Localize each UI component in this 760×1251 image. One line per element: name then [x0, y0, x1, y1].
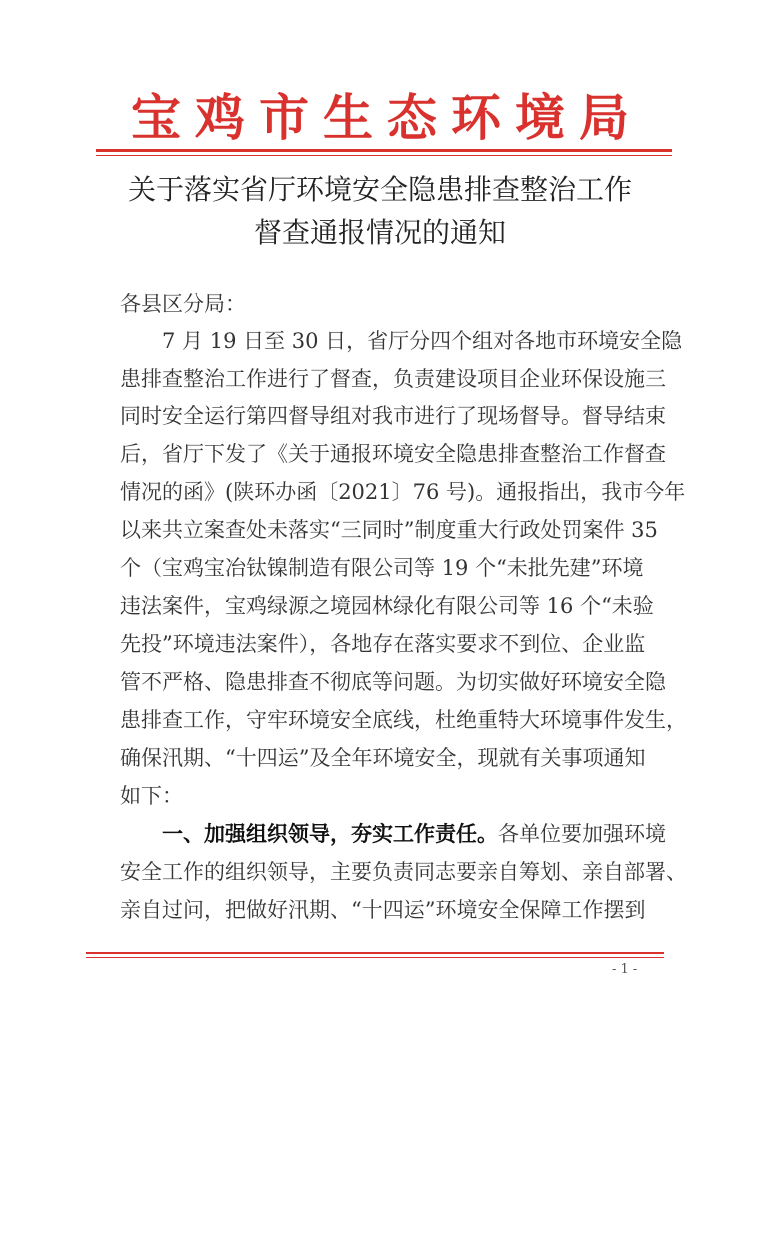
letterhead-divider-thick	[96, 149, 672, 152]
body-line: 先投”环境违法案件），各地存在落实要求不到位、企业监	[120, 632, 646, 656]
agency-letterhead: 宝鸡市生态环境局	[131, 88, 643, 147]
document-title	[0, 168, 760, 254]
body-line: 同时安全运行第四督导组对我市进行了现场督导。督导结束	[120, 404, 666, 428]
body-line: 确保汛期、“十四运”及全年环境安全，现就有关事项通知	[120, 746, 646, 770]
salutation: 各县区分局：	[120, 292, 246, 316]
body-line: 情况的函》(陕环办函〔2021〕76 号)。通报指出，我市今年	[120, 480, 686, 504]
page-number: - 1 -	[612, 962, 638, 977]
document-title-line-1: 关于落实省厅环境安全隐患排查整治工作	[127, 173, 632, 206]
section-1-first-line	[162, 820, 666, 848]
letterhead-divider-thin	[96, 155, 672, 156]
section-1-first-line-rest: 各单位要加强环境	[498, 822, 666, 846]
body-line: 安全工作的组织领导，主要负责同志要亲自筹划、亲自部署、	[120, 860, 687, 884]
body-line: 管不严格、隐患排查不彻底等问题。为切实做好环境安全隐	[120, 670, 666, 694]
document-title-line-2: 督查通报情况的通知	[253, 216, 506, 249]
body-line: 个（宝鸡宝冶钛镍制造有限公司等 19 个“未批先建”环境	[120, 556, 644, 580]
body-line: 亲自过问，把做好汛期、“十四运”环境安全保障工作摆到	[120, 898, 646, 922]
body-line: 7 月 19 日至 30 日，省厅分四个组对各地市环境安全隐	[162, 329, 683, 353]
section-1-heading: 一、加强组织领导，夯实工作责任。	[162, 821, 498, 846]
body-line: 如下：	[120, 784, 183, 808]
footer-divider-thin	[86, 957, 664, 958]
footer-divider-thick	[86, 952, 664, 954]
body-line: 患排查工作，守牢环境安全底线，杜绝重特大环境事件发生，	[120, 708, 687, 732]
body-line: 违法案件，宝鸡绿源之境园林绿化有限公司等 16 个“未验	[120, 594, 654, 618]
body-line: 患排查整治工作进行了督查，负责建设项目企业环保设施三	[120, 367, 666, 391]
body-line: 以来共立案查处未落实“三同时”制度重大行政处罚案件 35	[120, 518, 658, 542]
body-line: 后，省厅下发了《关于通报环境安全隐患排查整治工作督查	[120, 442, 666, 466]
